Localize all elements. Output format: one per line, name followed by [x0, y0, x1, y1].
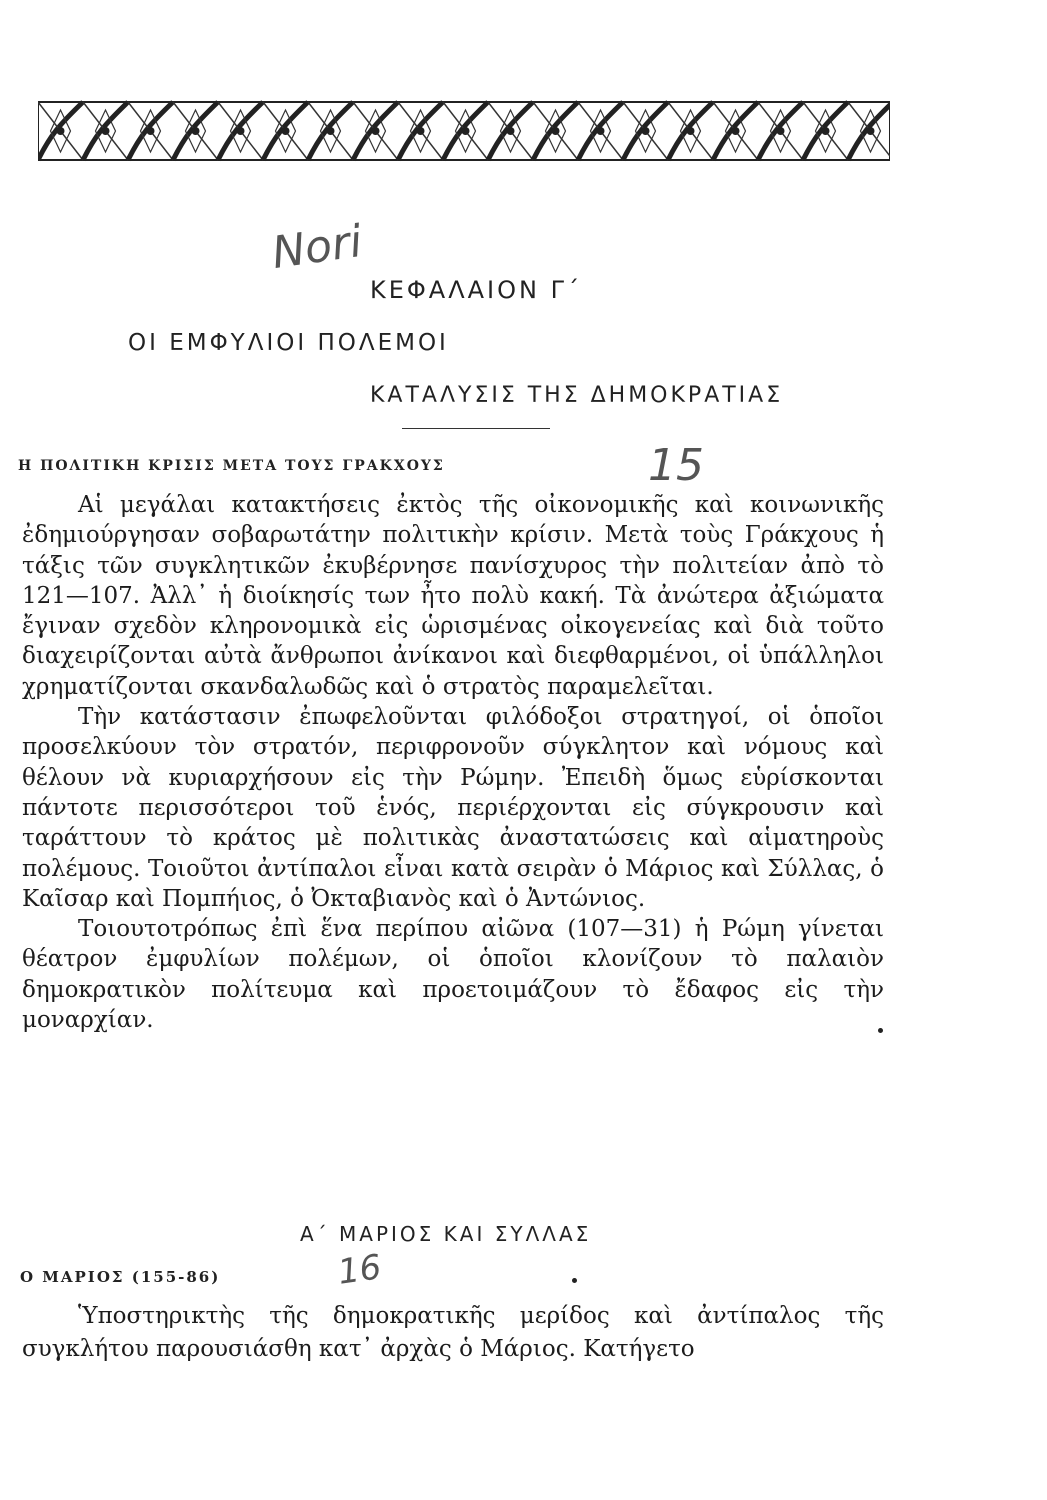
handwritten-page-number: 16: [335, 1247, 384, 1293]
ornamental-band: [38, 96, 890, 166]
chapter-title-line-1: ΟΙ ΕΜΦΥΛΙΟΙ ΠΟΛΕΜΟΙ: [128, 330, 449, 356]
section-heading: Η ΠΟΛΙΤΙΚΗ ΚΡΙΣΙΣ ΜΕΤΑ ΤΟΥΣ ΓΡΑΚΧΟΥΣ: [18, 458, 445, 474]
chapter-label: ΚΕΦΑΛΑΙΟΝ Γ΄: [370, 276, 582, 304]
paragraph: Τὴν κατάστασιν ἐπωφελοῦνται φιλόδοξοι στρατηγοί, οἱ ὁποῖοι προσελκύουν τὸν στρατόν, περιφρονοῦν σύγκλητον καὶ νόμους καὶ θέλουν νὰ κυριαρχήσουν εἰς τὴν Ρώμην. Ἐπειδὴ ὅμως εὑρίσκονται πάντοτε περισσότεροι τοῦ ἑνός, περιέρχονται εἰς σύγκρουσιν καὶ ταράττουν τὸ κράτος μὲ πολιτικὰς ἀναστατώσεις καὶ αἱματηροὺς πολέμους. Τοιοῦτοι ἀντίπαλοι εἶναι κατὰ σειρὰν ὁ Μάριος καὶ Σύλλας, ὁ Καῖσαρ καὶ Πομπήιος, ὁ Ὀκταβιανὸς καὶ ὁ Ἀντώνιος.: [22, 704, 884, 912]
paragraph: Τοιουτοτρόπως ἐπὶ ἕνα περίπου αἰῶνα (107—31) ἡ Ρώμη γίνεται θέατρον ἐμφυλίων πολέμων, οἱ ὁποῖοι κλονίζουν τὸ παλαιὸν δημοκρατικὸν πολίτευμα καὶ προετοιμάζουν τὸ ἔδαφος εἰς τὴν μοναρχίαν.: [22, 916, 884, 1034]
section-body: [22, 1300, 884, 1366]
chapter-title-line-2: ΚΑΤΑΛΥΣΙΣ ΤΗΣ ΔΗΜΟΚΡΑΤΙΑΣ: [370, 383, 784, 408]
ornament-pattern: [38, 96, 890, 166]
speck: [572, 1278, 577, 1283]
title-divider: [402, 428, 550, 429]
handwritten-page-number: 15: [648, 440, 704, 491]
speck: [878, 1028, 883, 1033]
section-title: Α΄ ΜΑΡΙΟΣ ΚΑΙ ΣΥΛΛΑΣ: [300, 1222, 592, 1246]
section-heading: Ο ΜΑΡΙΟΣ (155-86): [20, 1268, 221, 1286]
section-body: [22, 490, 884, 1035]
paragraph: Αἱ μεγάλαι κατακτήσεις ἐκτὸς τῆς οἰκονομικῆς καὶ κοινωνικῆς ἐδημιούργησαν σοβαρωτάτην πολιτικὴν κρίσιν. Μετὰ τοὺς Γράκχους ἡ τάξις τῶν συγκλητικῶν ἐκυβέρνησε πανίσχυρος τὴν πολιτείαν ἀπὸ τὸ 121—107. Ἀλλ᾽ ἡ διοίκησίς των ἦτο πολὺ κακή. Τὰ ἀνώτερα ἀξιώματα ἔγιναν σχεδὸν κληρονομικὰ εἰς ὡρισμένας οἰκογενείας καὶ διὰ τοῦτο διαχειρίζονται αὐτὰ ἄνθρωποι ἀνίκανοι καὶ διεφθαρμένοι, οἱ ὑπάλληλοι χρηματίζονται σκανδαλωδῶς καὶ ὁ στρατὸς παραμελεῖται.: [22, 492, 884, 700]
handwritten-note: Nori: [268, 215, 366, 280]
paragraph: Ὑποστηρικτὴς τῆς δημοκρατικῆς μερίδος καὶ ἀντίπαλος τῆς συγκλήτου παρουσιάσθη κατ᾽ ἀρχὰς ὁ Μάριος. Κατήγετο: [22, 1303, 884, 1362]
